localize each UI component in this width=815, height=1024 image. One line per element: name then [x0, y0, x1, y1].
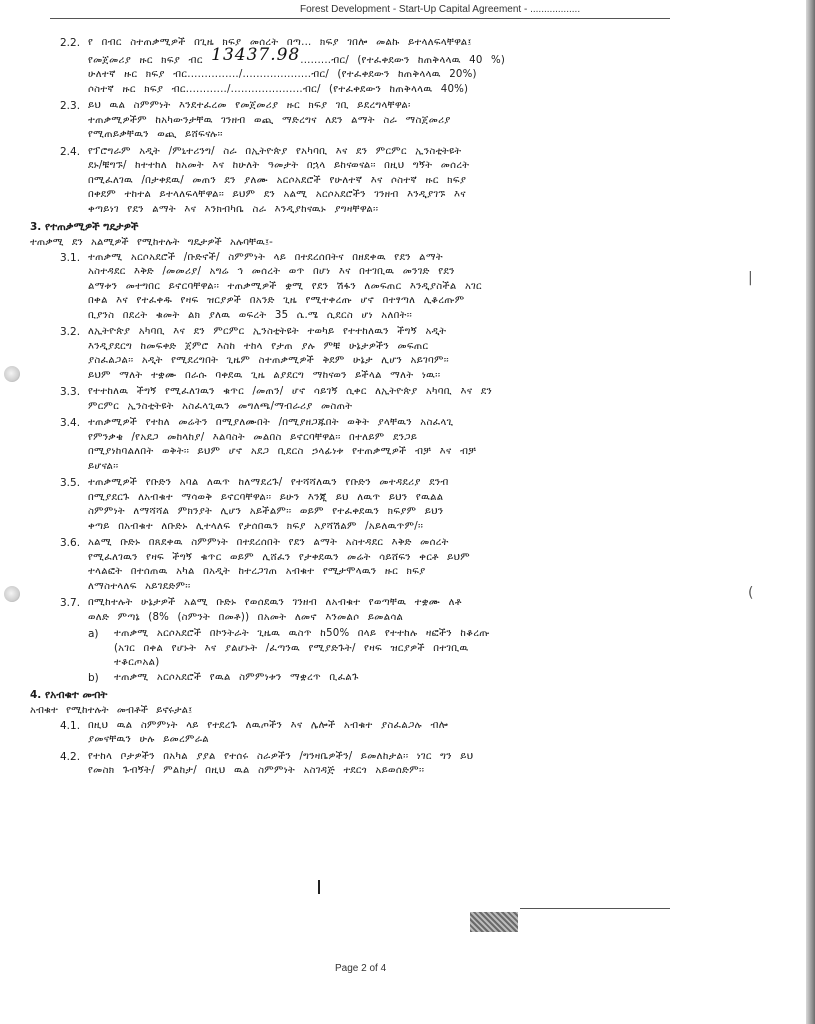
- clause-3-6: [60, 536, 670, 594]
- clause-line: (አገር በቀል የሆኑት እና ያልሆኑት /ፈጣንዉ የሚያድጉት/ የዛፍ ዝርያዎች በተገቢዉ: [114, 642, 469, 654]
- section-number: 3.: [30, 221, 42, 233]
- section-4-title: [30, 688, 670, 703]
- clause-line: በቀደም ተከተል ይተላለፍላቸዋል፡፡ ይህም ደን አልሚ አርሶአደሮችን ገንዘብ እንዲያገኙ እና: [88, 189, 466, 200]
- page-header: Forest Development - Start-Up Capital Agreement - ..................: [300, 4, 581, 15]
- clause-number: 3.2.: [60, 326, 81, 338]
- clause-line: [88, 44, 670, 69]
- clause-2-3: [60, 99, 670, 143]
- section-heading: የተጠቃሚዎች ግዴታዎች: [44, 221, 139, 233]
- clause-number: 3.6.: [60, 537, 81, 549]
- clause-3-2: [60, 325, 670, 383]
- margin-tick-mark: (: [748, 585, 754, 601]
- margin-tick-mark: |: [748, 270, 753, 286]
- clause-3-7: [60, 596, 670, 625]
- clause-line: ደኑ/ቹግኙ/ ከተተከለ ከአመት እና ከሁለት ዓመታት በኋላ ይከናወናል፡፡ በዚህ ግኝት መሰረት: [88, 160, 470, 171]
- clause-line: ሁለተኛ ዙር ክፍያ ብር.............../....................ብር/ (የተፈቀደውን ከጠቅላላዉ 20%): [88, 69, 477, 80]
- clause-line: የመስክ ጉብኝት/ ምልከታ/ በዚህ ዉል ስምምነት አስገዳጅ ተደርጎ አይወሰድም፡፡: [88, 765, 425, 776]
- clause-line: ተጠቃሚ አርሶአደሮች በኮንትራት ጊዜዉ ዉስጥ ከ50% በላይ የተተከሉ ዛፎችን ከቆረጡ: [114, 628, 490, 639]
- clause-number: 3.7.: [60, 597, 81, 609]
- punch-hole-bottom: [4, 586, 20, 602]
- payment-suffix: .........ብር/ (የተፈቀደውን ከጠቅላላዉ 40 %): [300, 54, 506, 66]
- clause-number: 3.1.: [60, 251, 81, 264]
- clause-number: 2.3.: [60, 100, 81, 112]
- ink-mark: [318, 880, 320, 894]
- clause-3-7-a: [88, 627, 670, 671]
- clause-line: ለኢትዮጵያ አካባቢ እና ደን ምርምር ኢንስቲትዩት ተወካይ የተተከለዉን ችግኝ አዲት: [88, 326, 447, 337]
- clause-line: ተጠቃሚ አርሶአደሮች /ቡድኖች/ ስምምነት ላይ በተደረሰበትና በዘደቀዉ የደን ልማት: [88, 251, 443, 263]
- clause-line: ተጠቃሚዎችም ከአካውንታቸዉ ገንዘብ ወጪ ማድረግና ለደን ልማት ስራ ማስጀመሪያ: [88, 114, 451, 126]
- clause-line: ስምምነት ለማሻሻል ምክንያት ሊሆን አይችልም፡፡ ወይም የተፈቀደዉን ክፍያም ይህን: [88, 506, 444, 517]
- clause-line: ተላልፎት በተሰጠዉ አካል በአዲት ከተረጋገጠ አብቁተ የሚታሞላዉን ዙር ክፍያ: [88, 566, 426, 577]
- clause-line: ተጠቃሚ አርሶአደሮች የዉል ስምምነቱን ማቋረጥ ቢፈልጉ: [114, 671, 359, 683]
- subclause-letter: a): [88, 628, 99, 640]
- clause-2-2: [60, 36, 670, 97]
- clause-4-1: [60, 719, 670, 748]
- clause-line: ተቆርጦአል): [114, 657, 160, 668]
- signature-rule: [520, 908, 670, 909]
- clause-number: 4.2.: [60, 750, 81, 763]
- clause-line: ቢያንስ በደረት ቁመት ልክ ያለዉ ወፍረት 35 ሴ.ሜ ሲደርስ ሆነ አለበት፡፡: [88, 309, 412, 321]
- clause-line: ወለድ ምጣኔ (8% (ስምንት በመቶ)) በአመት ለመኖ እንመልሶ ይመልሳል: [88, 611, 404, 623]
- clause-line: ይሆናል፡፡: [88, 460, 119, 472]
- clause-line: ልማቱን መተግበር ይኖርባቸዋል፡፡ ተጠቃሚዎች ቋሚ የደን ሽፋን ለመፍጠር እንዲያስችል አገር: [88, 280, 482, 292]
- clause-3-5: [60, 476, 670, 534]
- payment-label: የመጀመሪያ ዙር ክፍያ ብር: [88, 54, 203, 66]
- clause-line: የተተከለዉ ችግኝ የሚፈለገዉን ቁጥር /መጠን/ ሆኖ ሳይገኝ ሲቀር ለኢትዮጵያ አካባቢ እና ደን: [88, 386, 493, 397]
- section-3-intro: ተጠቃሚ ደን አልሚዎች የሚከተሉት ግዴታዎች አሉባቸዉ፤-: [30, 237, 273, 248]
- clause-number: 3.3.: [60, 386, 81, 398]
- clause-line: በዚህ ዉል ስምምነት ላይ የተደረጉ ለዉጦችን እና ሌሎች አብቁተ ያስፈልጋሉ ብሎ: [88, 719, 449, 731]
- section-3-title: [30, 220, 670, 235]
- stamp-smudge: [470, 912, 518, 932]
- clause-line: ያስፈልጋል፡፡ አዲት የሚደረግበት ጊዜም ስተጠቃሚዎች ቅደም ሁኔታ ሊሆን አይገባም፡፡: [88, 355, 449, 366]
- subclause-letter: b): [88, 671, 99, 684]
- clause-2-4: [60, 145, 670, 218]
- clause-line: ለማስተላለፍ አይገደድም፡፡: [88, 580, 191, 592]
- clause-3-3: [60, 385, 670, 414]
- clause-line: የሚፈለገዉን የዛፍ ችግኝ ቁጥር ወይም ሊሸፈን የታቀደዉን መሬት ሳይሸፍን ቀርቶ ይህም: [88, 551, 470, 563]
- clause-line: አስተዳደር እቅድ /መመሪያ/ አግሬ ኅ መሰረት ወጥ በሆነ እና በተገቢዉ መንገድ የደን: [88, 266, 455, 277]
- handwritten-amount: 13437.98: [211, 44, 301, 65]
- clause-line: ቀጣይነገ የደን ልማት እና እንክብካቤ ስራ እንዲያከናዉኑ ያግዛቸዋል፡፡: [88, 203, 379, 215]
- section-number: 4.: [30, 689, 42, 701]
- clause-line: የተከላ ቦታዎችን በአካል ያያል የተሰሩ ስራዎችን /ግንዛቤዎችን/ ይመለከታል፡፡ ነገር ግን ይህ: [88, 750, 474, 762]
- clause-line: ይህም ማለት ተቋሙ በራሱ ባቀደዉ ጊዜ ልያደርግ ማከናወን ይችላል ማለት ነዉ፡፡: [88, 369, 441, 381]
- header-rule: [50, 18, 670, 19]
- clause-line: በሚያነከባልለበት ወቅት፡፡ ይህም ሆኖ አደጋ ቢደርስ ኃላፊነቱ የተጠቃሚዎች ብቻ እና ብቻ: [88, 446, 477, 457]
- clause-3-1: [60, 251, 670, 324]
- punch-hole-top: [4, 366, 20, 382]
- clause-line: ተጠቃሚዎች የቡድን አባል ለዉጥ ከለማደረጉ/ የተሻሻለዉን የቡድን መተዳደሪያ ደንብ: [88, 477, 449, 488]
- clause-line: በሚከተሉት ሁኔታዎች አልሚ ቡድኑ የወሰደዉን ገንዘብ ለአብቁተ የወጣቸዉ ተቋሙ ለቶ: [88, 597, 462, 608]
- clause-line: የ በብር ስተጠቃሚዎች በጊዜ ክፍያ መሰረት በጣ... ክፍያ ገበሎ መልኩ ይተላለፍላቸዋል፤: [88, 37, 472, 48]
- clause-line: ሶስተኛ ዙር ክፍያ ብር............/.....................ብር/ (የተፈቀደውን ከጠቅላላዉ 40%): [88, 83, 469, 95]
- page-number: Page 2 of 4: [335, 963, 387, 974]
- clause-line: የሚጠይቃቸዉን ወጪ ይሸፍናሉ፡፡: [88, 129, 223, 140]
- clause-line: የምንቃቄ /የአደጋ መከላከያ/ እልባስት መልበስ ይኖርባቸዋል፡፡ በተለይም ደንጋይ: [88, 431, 418, 443]
- document-body: [30, 36, 670, 781]
- clause-3-4: [60, 416, 670, 474]
- clause-line: ምርምር ኢንስቲትዩት አስፈላጊዉን መግለጫ/ማብራሪያ መስጠት: [88, 400, 353, 412]
- section-4-intro: አብቁተ የሚከተሉት መብቶች ይኖሩታል፤: [30, 705, 193, 716]
- clause-4-2: [60, 750, 670, 779]
- clause-3-7-b: [88, 671, 670, 686]
- clause-line: የፕሮግራም አዲት /ምኒተሪንግ/ ስራ በኢትዮጵያ የአካባቢ እና ደን ምርምር ኢንስቲትዩት: [88, 145, 462, 157]
- clause-line: ተጠቃሚዎች የተከለ መሬትን በሚያለሙበት /በሚያዘጋጁበት ወቅት ያላቸዉን አስፈላጊ: [88, 417, 454, 428]
- clause-line: ይህ ዉል ስምምነት እንደተፈረመ የመጀመሪያ ዙር ክፍያ ገቢ ይደረግላቸዋል፡: [88, 100, 411, 111]
- section-heading: የአብቁተ መብት: [44, 689, 108, 701]
- clause-number: 2.4.: [60, 145, 81, 158]
- clause-number: 4.1.: [60, 719, 81, 732]
- clause-line: እንዲያደርግ ከመፍቀድ ጀምሮ እስከ ተከላ የታጠ ያሉ ምቹ ሁኔታዎችን መፍጠር: [88, 340, 429, 352]
- clause-line: አልሚ ቡድኑ በጸደቀዉ ስምምነት በተደረሰበት የደን ልማት አስተዳደር እቅድ መሰረት: [88, 537, 449, 548]
- clause-line: በሚያደርጉ ለአብቁተ ማሳወቅ ይኖርባቸዋል፡፡ ይሁን እንጂ ይህ ለዉጥ ይህን የዉልል: [88, 491, 444, 503]
- clause-number: 2.2.: [60, 37, 81, 49]
- clause-line: ቀጣይ በአብቁተ ለቡድኑ ሊተላለፍ የታሰበዉን ክፍያ አያሻሽልም /አይለዉጥም/፡፡: [88, 520, 424, 532]
- clause-line: በሚፈለገዉ /በታቀደዉ/ መጠን ደን ያለሙ አርሶአደሮች የሁለተኛ እና ሶስተኛ ዙር ክፍያ: [88, 174, 467, 186]
- scan-edge-shadow: [806, 0, 815, 1024]
- clause-line: ያመናቸዉን ሁሉ ይመረምራል: [88, 734, 209, 745]
- clause-number: 3.4.: [60, 417, 81, 429]
- clause-line: በቀል እና የተፈቀዱ የዛፍ ዝርያዎች በአንድ ጊዜ የሚተቀረጡ ሆኖ በተፃጣለ ሊቆረጡም: [88, 295, 465, 306]
- clause-number: 3.5.: [60, 477, 81, 489]
